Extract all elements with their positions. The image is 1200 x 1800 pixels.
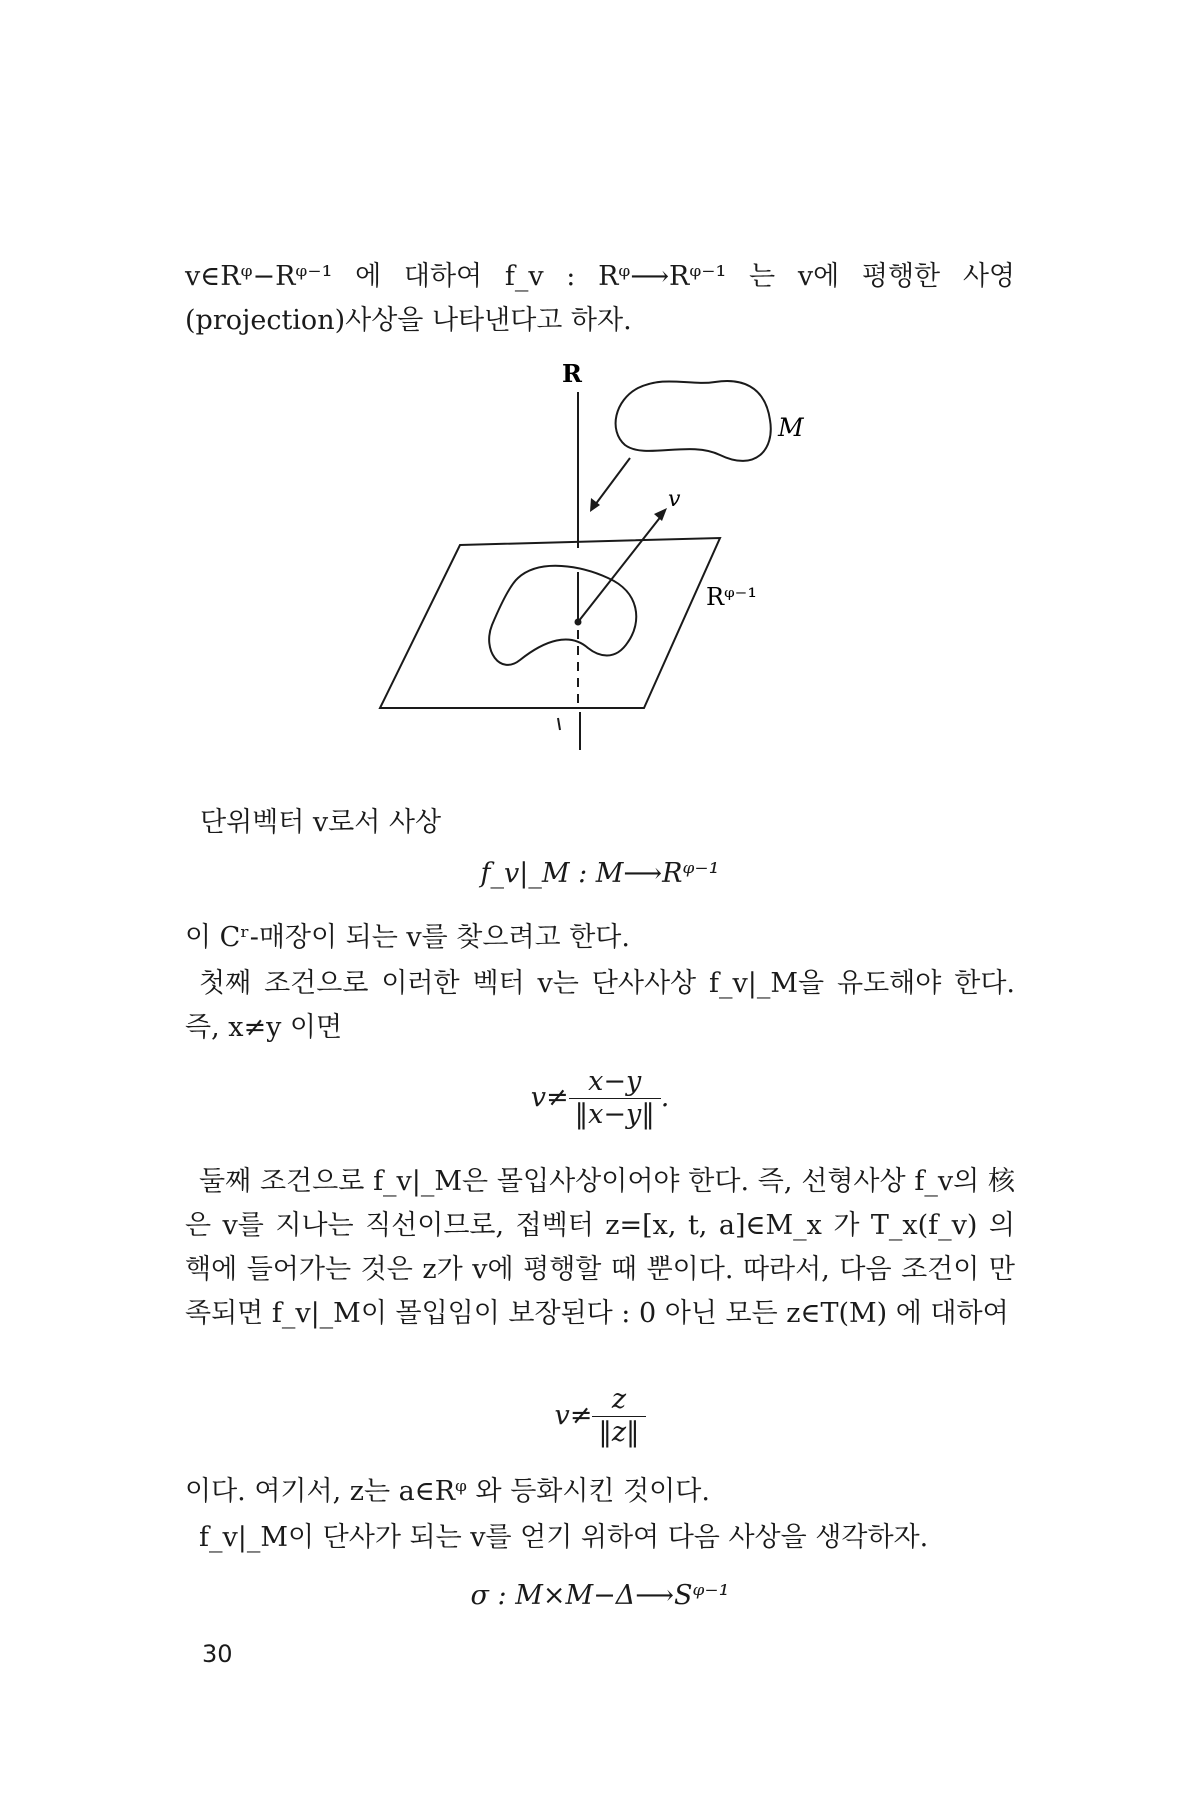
projected-manifold-shape <box>489 566 636 665</box>
manifold-m-label: M <box>778 413 804 442</box>
equation-injectivity-lhs: v≠ <box>530 1082 569 1113</box>
equation-sigma-map: σ : M×M−Δ⟶Sᵠ⁻¹ <box>470 1580 730 1611</box>
equation-restricted-map: f_v|_M : M⟶Rᵠ⁻¹ <box>480 858 720 889</box>
paragraph-consider-map: f_v|_M이 단사가 되는 v를 얻기 위하여 다음 사상을 생각하자. <box>199 1522 929 1553</box>
paragraph-unit-vector: 단위벡터 v로서 사상 <box>200 807 442 838</box>
paragraph-first-condition: 첫째 조건으로 이러한 벡터 v는 단사사상 f_v|_M을 유도해야 한다. 즉, x≠y 이면 <box>185 968 1015 1043</box>
plane-label: Rᵠ⁻¹ <box>706 583 757 611</box>
vector-v-label: v <box>668 487 681 512</box>
equation-immersion-denominator: ‖z‖ <box>598 1417 640 1448</box>
equation-injectivity-denominator: ‖x−y‖ <box>574 1099 655 1130</box>
equation-immersion-condition <box>0 1384 1200 1449</box>
manifold-m-shape <box>616 381 771 461</box>
vector-v-head <box>654 508 667 521</box>
equation-injectivity-fraction <box>569 1066 661 1131</box>
equation-immersion-fraction <box>592 1384 645 1449</box>
axis-r-label: R <box>562 359 582 388</box>
paragraph-identification: 이다. 여기서, z는 a∈Rᵠ 와 등화시킨 것이다. <box>185 1476 710 1507</box>
projection-arrow-shaft <box>595 458 630 505</box>
paragraph-second-condition: 둘째 조건으로 f_v|_M은 몰입사상이어야 한다. 즉, 선형사상 f_v의 核은 v를 지나는 직선이므로, 접벡터 z=[x, t, a]∈M_x 가 T_x(f_v) 의 핵에 들어가는 것은 z가 v에 평행할 때 뿐이다. 따라서, 다음 조건이 만족되면 f_v|_M이 몰입임이 보장된다 : 0 아닌 모든 z∈T(M) 에 대하여 <box>185 1166 1015 1329</box>
equation-immersion-numerator: z <box>592 1384 645 1417</box>
equation-injectivity-period: . <box>660 1082 670 1113</box>
vector-origin-dot <box>575 619 582 626</box>
paragraph-embedding: 이 Cʳ-매장이 되는 v를 찾으려고 한다. <box>185 922 630 953</box>
paragraph-projection-definition: v∈Rᵠ−Rᵠ⁻¹ 에 대하여 f_v : Rᵠ⟶Rᵠ⁻¹ 는 v에 평행한 사영(projection)사상을 나타낸다고 하자. <box>185 261 1015 336</box>
equation-injectivity-numerator: x−y <box>569 1066 661 1099</box>
equation-injectivity-condition <box>0 1066 1200 1131</box>
page-number: 30 <box>202 1640 233 1668</box>
axis-tick-mark <box>558 718 560 730</box>
vector-v-shaft <box>578 515 662 622</box>
plane-shape <box>380 538 720 708</box>
equation-immersion-lhs: v≠ <box>554 1400 593 1431</box>
